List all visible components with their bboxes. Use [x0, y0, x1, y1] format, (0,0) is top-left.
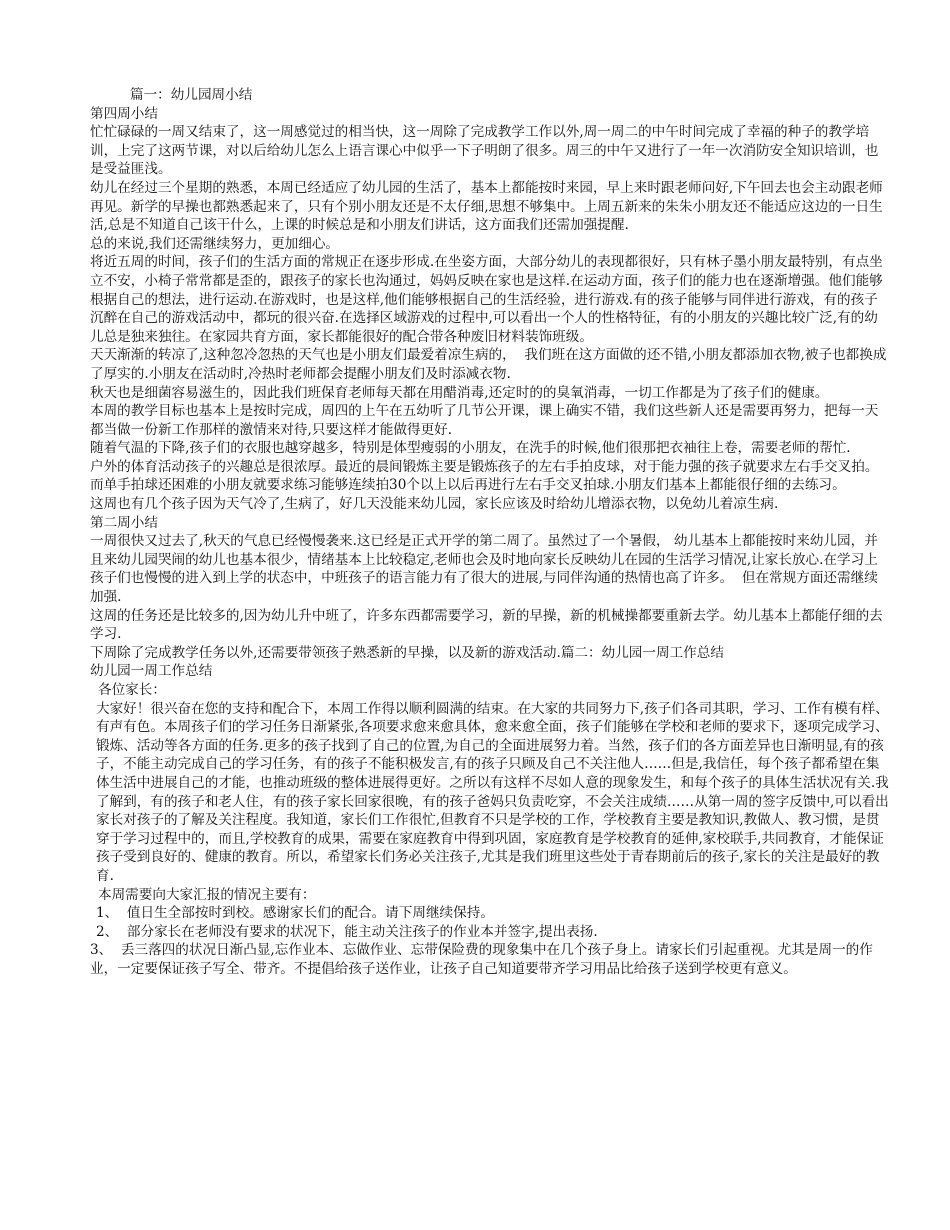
letter-greeting: 各位家长：: [98, 682, 166, 698]
paragraph: 天天渐渐的转凉了,这种忽冷忽热的天气也是小朋友们最爱着凉生病的， 我们班在这方面做的还不错,小朋友都添加衣物,被子也都换成了厚实的.小朋友在活动时,冷热时老师都会提醒小朋友们及时添减衣物.: [90, 347, 887, 382]
paragraph: 将近五周的时间，孩子们的生活方面的常规正在逐步形成.在坐姿方面，大部分幼儿的表现都很好，只有林子墨小朋友最特别，有点坐立不安，小椅子常常都是歪的，跟孩子的家长也沟通过，妈妈反映在家也是这样.在运动方面，孩子们的能力也在逐渐增强。他们能够根据自己的想法，进行运动.在游戏时，也是这样,他们能够根据自己的生活经验，进行游戏.有的孩子能够与同伴进行游戏，有的孩子沉醉在自己的游戏活动中，都玩的很兴奋.在选择区域游戏的过程中,可以看出一个人的性格特征，有的小朋友的兴趣比较广泛,有的幼儿总是独来独往。在家园共育方面，家长都能很好的配合带各种废旧材料装饰班级。: [90, 254, 883, 345]
report-item: 1、 值日生全部按时到校。感谢家长们的配合。请下周继续保持。: [96, 905, 494, 922]
week2-title: 第二周小结: [90, 514, 158, 531]
week4-title: 第四周小结: [90, 105, 158, 122]
report-intro: 本周需要向大家汇报的情况主要有：: [98, 886, 316, 903]
letter-body: 大家好！很兴奋在您的支持和配合下，本周工作得以顺利圆满的结束。在大家的共同努力下,孩子们各司其职，学习、工作有模有样、有声有色。本周孩子们的学习任务日渐紧张,各项要求愈来愈具体，愈来愈全面，孩子们能够在学校和老师的要求下，逐项完成学习、锻炼、活动等各方面的任务.更多的孩子找到了自己的位置,为自己的全面进展努力着。当然，孩子们的各方面差异也日渐明显,有的孩子，不能主动完成自己的学习任务，有的孩子不能积极发言,有的孩子只顾及自己不关注他人……但是,我信任，每个孩子都希望在集体生活中进展自己的才能，也推动班级的整体进展得更好。之所以有这样不尽如人意的现象发生，和每个孩子的具体生活状况有关.我了解到，有的孩子和老人住，有的孩子家长回家很晚，有的孩子爸妈只负责吃穿，不会关注成绩……从第一周的签字反馈中,可以看出家长对孩子的了解及关注程度。我知道，家长们工作很忙,但教育不只是学校的工作，学校教育主要是教知识,教做人、教习惯，是贯穿于学习过程中的，而且,学校教育的成果，需要在家庭教育中得到巩固，家庭教育是学校教育的延伸,家校联手,共同教育，才能保证孩子受到良好的、健康的教育。所以，希望家长们务必关注孩子,尤其是我们班里这些处于青春期前后的孩子,家长的关注是最好的教育.: [96, 700, 889, 884]
paragraph: 总的来说,我们还需继续努力，更加细心。: [90, 235, 340, 252]
article2-subtitle: 幼儿园一周工作总结: [90, 663, 213, 680]
paragraph: 下周除了完成教学任务以外,还需要带领孩子熟悉新的早操，以及新的游戏活动.篇二：幼儿园一周工作总结: [90, 644, 724, 661]
article1-heading: 篇一：幼儿园周小结: [130, 87, 253, 103]
paragraph: 随着气温的下降,孩子们的衣服也越穿越多，特别是体型瘦弱的小朋友，在洗手的时候,他们很那把衣袖往上卷，需要老师的帮忙.: [90, 440, 851, 457]
report-item: 3、 丢三落四的状况日渐凸显,忘作业本、忘做作业、忘带保险费的现象集中在几个孩子身上。请家长们引起重视。尤其是周一的作业，一定要保证孩子写全、带齐。不提倡给孩子送作业，让孩子自己知道要带齐学习用品比给孩子送到学校更有意义。: [90, 942, 873, 977]
paragraph: 秋天也是细菌容易滋生的，因此我们班保育老师每天都在用醋消毒,还定时的的臭氧消毒，一切工作都是为了孩子们的健康。: [90, 384, 829, 401]
paragraph: 忙忙碌碌的一周又结束了，这一周感觉过的相当快，这一周除了完成教学工作以外,周一周二的中午时间完成了幸福的种子的教学培训，上完了这两节课，对以后给幼儿怎么上语言课心中似乎一下子明朗了很多。周三的中午又进行了一年一次消防安全知识培训，也是受益匪浅。: [90, 124, 879, 178]
paragraph: 幼儿在经过三个星期的熟悉，本周已经适应了幼儿园的生活了，基本上都能按时来园，早上来时跟老师问好,下午回去也会主动跟老师再见。新学的早操也都熟悉起来了，只有个别小朋友还是不太仔细,思想不够集中。上周五新来的朱朱小朋友还不能适应这边的一日生活,总是不知道自己该干什么，上课的时候总是和小朋友们讲话，这方面我们还需加强提醒.: [90, 179, 883, 234]
paragraph: 这周的任务还是比较多的,因为幼儿升中班了，许多东西都需要学习，新的早操，新的机械操都要重新去学。幼儿基本上都能仔细的去学习.: [90, 607, 883, 643]
paragraph: 本周的教学目标也基本上是按时完成，周四的上午在五幼听了几节公开课，课上确实不错，我们这些新人还是需要再努力，把每一天都当做一份新工作那样的激情来对待,只要这样才能做得更好.: [90, 403, 879, 438]
paragraph: 这周也有几个孩子因为天气冷了,生病了，好几天没能来幼儿园，家长应该及时给幼儿增添衣物，以免幼儿着凉生病.: [90, 496, 779, 513]
paragraph: 一周很快又过去了,秋天的气息已经慢慢袭来.这已经是正式开学的第二周了。虽然过了一个暑假， 幼儿基本上都能按时来幼儿园，并且来幼儿园哭闹的幼儿也基本很少，情绪基本上比较稳定,老师也会及时地向家长反映幼儿在园的生活学习情况,让家长放心.在学习上孩子们也慢慢的进入到上学的状态中，中班孩子的语言能力有了很大的进展,与同伴沟通的热情也高了许多。 但在常规方面还需继续加强.: [90, 533, 878, 606]
paragraph: 户外的体育活动孩子的兴趣总是很浓厚。最近的晨间锻炼主要是锻炼孩子的左右手拍皮球，对于能力强的孩子就要求左右手交叉拍。而单手拍球还困难的小朋友就要求练习能够连续拍30个以上以后再进行左右手交叉拍球.小朋友们基本上都能很仔细的去练习。: [90, 458, 879, 494]
report-item: 2、 部分家长在老师没有要求的状况下，能主动关注孩子的作业本并签字,提出表扬.: [96, 923, 598, 940]
